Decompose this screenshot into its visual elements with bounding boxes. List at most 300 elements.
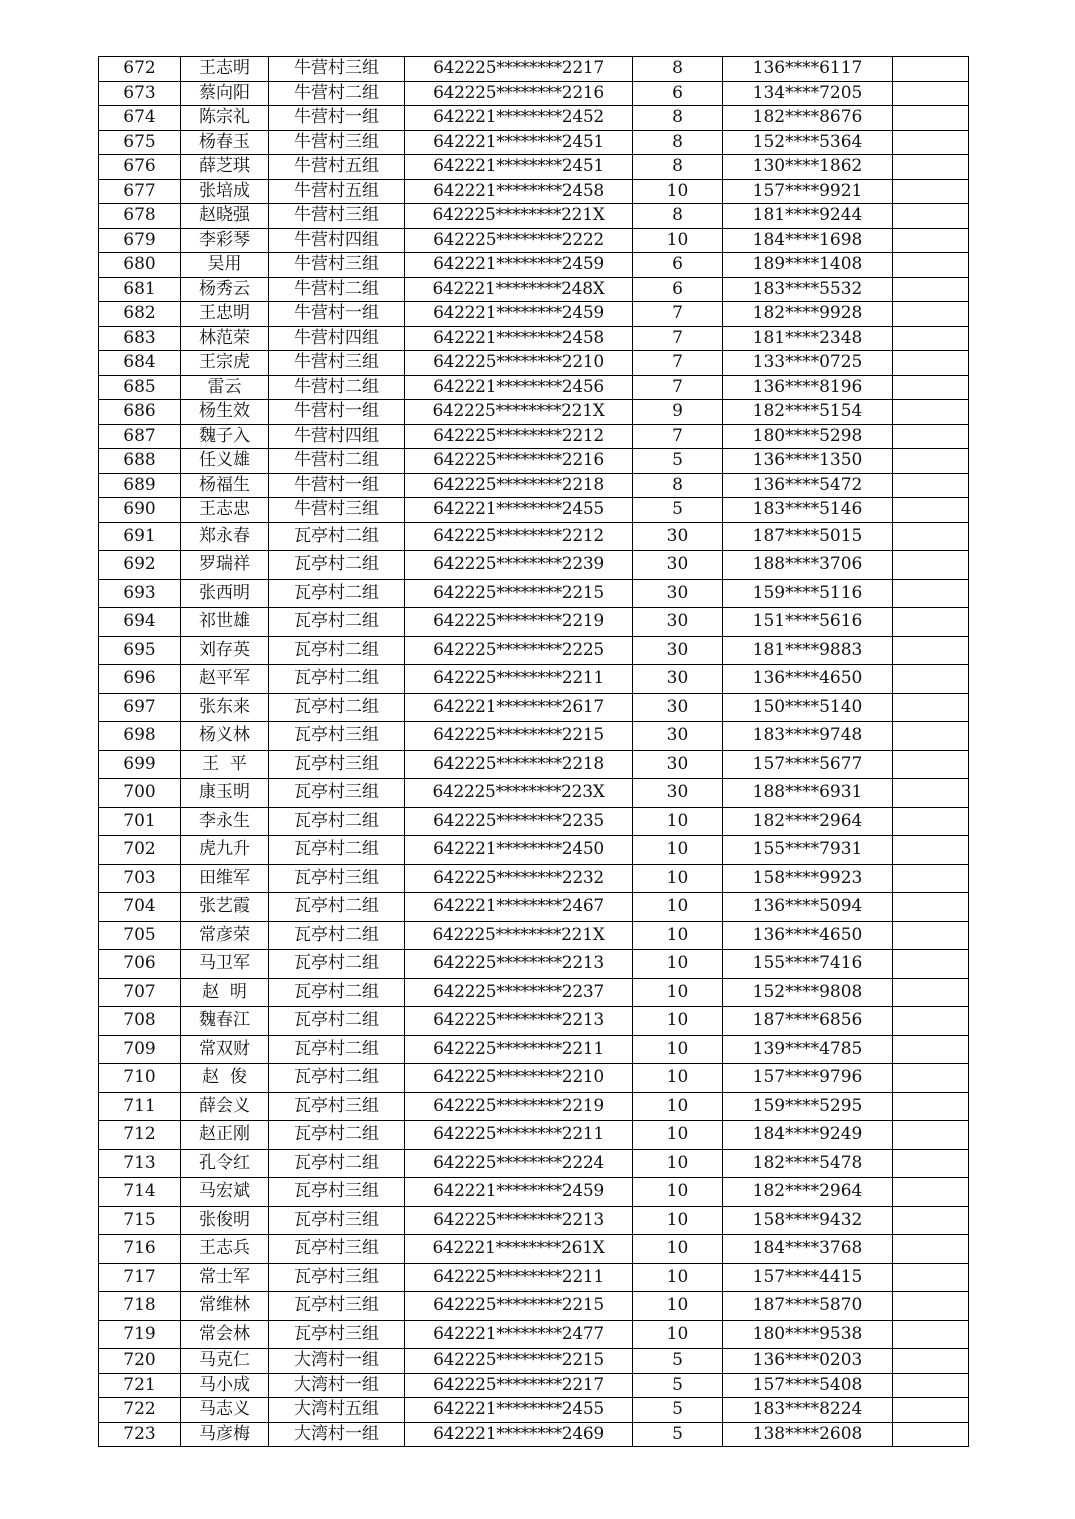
remarks-cell [893, 1206, 969, 1235]
table-row [99, 1092, 969, 1121]
village-group-cell: 大湾村一组 [269, 1422, 405, 1447]
village-group-cell: 瓦亭村二组 [269, 978, 405, 1007]
phone-number-cell: 184****3768 [723, 1235, 893, 1264]
village-group-cell: 瓦亭村三组 [269, 750, 405, 779]
person-name-cell: 任义雄 [181, 449, 269, 474]
person-name-cell: 王志忠 [181, 498, 269, 523]
phone-number-cell: 187****6856 [723, 1007, 893, 1036]
phone-number-cell: 136****8196 [723, 375, 893, 400]
person-name-cell: 薛会义 [181, 1092, 269, 1121]
row-number-cell: 707 [99, 978, 181, 1007]
village-group-cell: 牛营村二组 [269, 449, 405, 474]
person-name-cell: 杨生效 [181, 400, 269, 425]
phone-number-cell: 182****9928 [723, 302, 893, 327]
quantity-cell: 10 [633, 1206, 723, 1235]
table-row [99, 1373, 969, 1398]
row-number-cell: 687 [99, 424, 181, 449]
person-name-cell: 罗瑞祥 [181, 551, 269, 580]
remarks-cell [893, 1349, 969, 1374]
remarks-cell [893, 449, 969, 474]
person-name-cell: 薛芝琪 [181, 155, 269, 180]
phone-number-cell: 136****1350 [723, 449, 893, 474]
quantity-cell: 30 [633, 608, 723, 637]
id-number-cell: 642221********2617 [405, 693, 633, 722]
phone-number-cell: 182****5478 [723, 1149, 893, 1178]
village-group-cell: 瓦亭村二组 [269, 608, 405, 637]
quantity-cell: 5 [633, 1398, 723, 1423]
id-number-cell: 642225********2237 [405, 978, 633, 1007]
quantity-cell: 5 [633, 1373, 723, 1398]
id-number-cell: 642221********2477 [405, 1320, 633, 1349]
table-row [99, 57, 969, 82]
quantity-cell: 7 [633, 302, 723, 327]
person-name-cell: 吴用 [181, 253, 269, 278]
remarks-cell [893, 1035, 969, 1064]
phone-number-cell: 136****6117 [723, 57, 893, 82]
id-number-cell: 642225********2216 [405, 81, 633, 106]
phone-number-cell: 157****5408 [723, 1373, 893, 1398]
quantity-cell: 10 [633, 978, 723, 1007]
row-number-cell: 684 [99, 351, 181, 376]
person-name-cell: 王忠明 [181, 302, 269, 327]
table-row [99, 893, 969, 922]
quantity-cell: 10 [633, 1149, 723, 1178]
quantity-cell: 9 [633, 400, 723, 425]
table-row [99, 179, 969, 204]
table-row [99, 836, 969, 865]
remarks-cell [893, 1263, 969, 1292]
person-name-cell: 常彦荣 [181, 921, 269, 950]
table-row [99, 130, 969, 155]
remarks-cell [893, 1064, 969, 1093]
table-row [99, 1149, 969, 1178]
person-name-cell: 康玉明 [181, 779, 269, 808]
remarks-cell [893, 375, 969, 400]
quantity-cell: 10 [633, 1092, 723, 1121]
person-name-cell: 林范荣 [181, 326, 269, 351]
phone-number-cell: 183****9748 [723, 722, 893, 751]
row-number-cell: 715 [99, 1206, 181, 1235]
row-number-cell: 689 [99, 473, 181, 498]
table-row [99, 106, 969, 131]
row-number-cell: 701 [99, 807, 181, 836]
row-number-cell: 719 [99, 1320, 181, 1349]
person-name-cell: 孔令红 [181, 1149, 269, 1178]
row-number-cell: 688 [99, 449, 181, 474]
quantity-cell: 10 [633, 1235, 723, 1264]
table-row [99, 424, 969, 449]
roster-body [99, 57, 969, 1447]
table-row [99, 1292, 969, 1321]
row-number-cell: 677 [99, 179, 181, 204]
phone-number-cell: 136****5094 [723, 893, 893, 922]
phone-number-cell: 152****9808 [723, 978, 893, 1007]
quantity-cell: 30 [633, 722, 723, 751]
roster-table [98, 56, 969, 1447]
remarks-cell [893, 978, 969, 1007]
table-row [99, 864, 969, 893]
village-group-cell: 牛营村四组 [269, 424, 405, 449]
table-row [99, 551, 969, 580]
person-name-cell: 赵晓强 [181, 204, 269, 229]
row-number-cell: 695 [99, 636, 181, 665]
person-name-cell: 杨春玉 [181, 130, 269, 155]
person-name-cell: 蔡向阳 [181, 81, 269, 106]
quantity-cell: 8 [633, 204, 723, 229]
row-number-cell: 722 [99, 1398, 181, 1423]
quantity-cell: 7 [633, 424, 723, 449]
remarks-cell [893, 473, 969, 498]
person-name-cell: 杨福生 [181, 473, 269, 498]
village-group-cell: 瓦亭村三组 [269, 722, 405, 751]
remarks-cell [893, 807, 969, 836]
village-group-cell: 牛营村三组 [269, 130, 405, 155]
row-number-cell: 686 [99, 400, 181, 425]
table-row [99, 498, 969, 523]
phone-number-cell: 155****7416 [723, 950, 893, 979]
village-group-cell: 牛营村三组 [269, 253, 405, 278]
table-row [99, 608, 969, 637]
person-name-cell: 魏春江 [181, 1007, 269, 1036]
row-number-cell: 697 [99, 693, 181, 722]
id-number-cell: 642225********2224 [405, 1149, 633, 1178]
person-name-cell: 常会林 [181, 1320, 269, 1349]
id-number-cell: 642221********2455 [405, 1398, 633, 1423]
phone-number-cell: 152****5364 [723, 130, 893, 155]
phone-number-cell: 130****1862 [723, 155, 893, 180]
person-name-cell: 常维林 [181, 1292, 269, 1321]
village-group-cell: 牛营村五组 [269, 179, 405, 204]
row-number-cell: 672 [99, 57, 181, 82]
remarks-cell [893, 1422, 969, 1447]
remarks-cell [893, 750, 969, 779]
id-number-cell: 642225********2212 [405, 424, 633, 449]
id-number-cell: 642225********2219 [405, 1092, 633, 1121]
remarks-cell [893, 1235, 969, 1264]
village-group-cell: 瓦亭村二组 [269, 950, 405, 979]
person-name-cell: 常士军 [181, 1263, 269, 1292]
village-group-cell: 牛营村四组 [269, 326, 405, 351]
id-number-cell: 642225********2239 [405, 551, 633, 580]
phone-number-cell: 182****2964 [723, 1178, 893, 1207]
remarks-cell [893, 921, 969, 950]
id-number-cell: 642225********2232 [405, 864, 633, 893]
person-name-cell: 王宗虎 [181, 351, 269, 376]
table-row [99, 1422, 969, 1447]
village-group-cell: 瓦亭村二组 [269, 551, 405, 580]
table-row [99, 155, 969, 180]
id-number-cell: 642221********2458 [405, 179, 633, 204]
phone-number-cell: 157****5677 [723, 750, 893, 779]
remarks-cell [893, 400, 969, 425]
village-group-cell: 瓦亭村三组 [269, 1206, 405, 1235]
row-number-cell: 685 [99, 375, 181, 400]
row-number-cell: 692 [99, 551, 181, 580]
remarks-cell [893, 228, 969, 253]
table-row [99, 921, 969, 950]
remarks-cell [893, 836, 969, 865]
id-number-cell: 642225********2216 [405, 449, 633, 474]
table-row [99, 1206, 969, 1235]
table-row [99, 1398, 969, 1423]
quantity-cell: 10 [633, 1007, 723, 1036]
id-number-cell: 642221********2459 [405, 1178, 633, 1207]
village-group-cell: 瓦亭村三组 [269, 1092, 405, 1121]
table-row [99, 722, 969, 751]
person-name-cell: 杨秀云 [181, 277, 269, 302]
id-number-cell: 642225********2219 [405, 608, 633, 637]
person-name-cell: 赵正刚 [181, 1121, 269, 1150]
row-number-cell: 680 [99, 253, 181, 278]
village-group-cell: 瓦亭村三组 [269, 779, 405, 808]
row-number-cell: 704 [99, 893, 181, 922]
id-number-cell: 642225********2211 [405, 1035, 633, 1064]
id-number-cell: 642225********2211 [405, 665, 633, 694]
quantity-cell: 7 [633, 351, 723, 376]
village-group-cell: 瓦亭村三组 [269, 1263, 405, 1292]
row-number-cell: 717 [99, 1263, 181, 1292]
person-name-cell: 王志兵 [181, 1235, 269, 1264]
row-number-cell: 678 [99, 204, 181, 229]
phone-number-cell: 157****9921 [723, 179, 893, 204]
id-number-cell: 642225********2215 [405, 722, 633, 751]
row-number-cell: 718 [99, 1292, 181, 1321]
village-group-cell: 牛营村一组 [269, 473, 405, 498]
village-group-cell: 大湾村一组 [269, 1373, 405, 1398]
phone-number-cell: 150****5140 [723, 693, 893, 722]
remarks-cell [893, 1178, 969, 1207]
remarks-cell [893, 636, 969, 665]
phone-number-cell: 182****2964 [723, 807, 893, 836]
person-name-cell: 马宏斌 [181, 1178, 269, 1207]
person-name-cell: 魏子入 [181, 424, 269, 449]
table-row [99, 375, 969, 400]
row-number-cell: 723 [99, 1422, 181, 1447]
id-number-cell: 642221********2459 [405, 253, 633, 278]
village-group-cell: 瓦亭村二组 [269, 1007, 405, 1036]
remarks-cell [893, 130, 969, 155]
id-number-cell: 642225********2210 [405, 1064, 633, 1093]
remarks-cell [893, 155, 969, 180]
village-group-cell: 牛营村二组 [269, 375, 405, 400]
quantity-cell: 6 [633, 253, 723, 278]
person-name-cell: 王 平 [181, 750, 269, 779]
table-row [99, 807, 969, 836]
person-name-cell: 郑永春 [181, 522, 269, 551]
person-name-cell: 张西明 [181, 579, 269, 608]
table-row [99, 204, 969, 229]
quantity-cell: 5 [633, 449, 723, 474]
id-number-cell: 642225********2222 [405, 228, 633, 253]
remarks-cell [893, 498, 969, 523]
person-name-cell: 李永生 [181, 807, 269, 836]
quantity-cell: 6 [633, 277, 723, 302]
phone-number-cell: 187****5870 [723, 1292, 893, 1321]
id-number-cell: 642225********2235 [405, 807, 633, 836]
phone-number-cell: 136****4650 [723, 921, 893, 950]
row-number-cell: 706 [99, 950, 181, 979]
village-group-cell: 牛营村三组 [269, 498, 405, 523]
village-group-cell: 瓦亭村二组 [269, 1035, 405, 1064]
remarks-cell [893, 1373, 969, 1398]
id-number-cell: 642221********2458 [405, 326, 633, 351]
row-number-cell: 698 [99, 722, 181, 751]
village-group-cell: 瓦亭村二组 [269, 579, 405, 608]
person-name-cell: 常双财 [181, 1035, 269, 1064]
phone-number-cell: 182****5154 [723, 400, 893, 425]
table-row [99, 1349, 969, 1374]
person-name-cell: 赵 俊 [181, 1064, 269, 1093]
row-number-cell: 703 [99, 864, 181, 893]
quantity-cell: 30 [633, 665, 723, 694]
quantity-cell: 10 [633, 807, 723, 836]
table-row [99, 779, 969, 808]
table-row [99, 750, 969, 779]
quantity-cell: 30 [633, 779, 723, 808]
phone-number-cell: 180****9538 [723, 1320, 893, 1349]
table-row [99, 277, 969, 302]
phone-number-cell: 158****9432 [723, 1206, 893, 1235]
phone-number-cell: 157****4415 [723, 1263, 893, 1292]
village-group-cell: 瓦亭村二组 [269, 522, 405, 551]
id-number-cell: 642225********2215 [405, 1292, 633, 1321]
quantity-cell: 10 [633, 179, 723, 204]
table-row [99, 473, 969, 498]
person-name-cell: 马克仁 [181, 1349, 269, 1374]
village-group-cell: 大湾村一组 [269, 1349, 405, 1374]
row-number-cell: 702 [99, 836, 181, 865]
table-row [99, 950, 969, 979]
table-row [99, 1121, 969, 1150]
id-number-cell: 642225********2211 [405, 1121, 633, 1150]
remarks-cell [893, 693, 969, 722]
person-name-cell: 张东来 [181, 693, 269, 722]
table-row [99, 1035, 969, 1064]
row-number-cell: 709 [99, 1035, 181, 1064]
table-row [99, 302, 969, 327]
phone-number-cell: 159****5116 [723, 579, 893, 608]
village-group-cell: 牛营村二组 [269, 277, 405, 302]
row-number-cell: 683 [99, 326, 181, 351]
id-number-cell: 642221********248X [405, 277, 633, 302]
table-row [99, 400, 969, 425]
quantity-cell: 10 [633, 836, 723, 865]
person-name-cell: 陈宗礼 [181, 106, 269, 131]
id-number-cell: 642221********2469 [405, 1422, 633, 1447]
quantity-cell: 10 [633, 1035, 723, 1064]
phone-number-cell: 136****4650 [723, 665, 893, 694]
village-group-cell: 牛营村一组 [269, 400, 405, 425]
village-group-cell: 瓦亭村三组 [269, 1292, 405, 1321]
quantity-cell: 10 [633, 228, 723, 253]
id-number-cell: 642225********2217 [405, 57, 633, 82]
table-row [99, 1007, 969, 1036]
village-group-cell: 大湾村五组 [269, 1398, 405, 1423]
quantity-cell: 8 [633, 473, 723, 498]
remarks-cell [893, 950, 969, 979]
row-number-cell: 674 [99, 106, 181, 131]
table-row [99, 522, 969, 551]
row-number-cell: 699 [99, 750, 181, 779]
remarks-cell [893, 81, 969, 106]
phone-number-cell: 158****9923 [723, 864, 893, 893]
id-number-cell: 642221********2456 [405, 375, 633, 400]
id-number-cell: 642225********2218 [405, 750, 633, 779]
table-row [99, 1178, 969, 1207]
id-number-cell: 642221********2459 [405, 302, 633, 327]
person-name-cell: 张俊明 [181, 1206, 269, 1235]
village-group-cell: 瓦亭村二组 [269, 836, 405, 865]
id-number-cell: 642225********223X [405, 779, 633, 808]
row-number-cell: 691 [99, 522, 181, 551]
person-name-cell: 马志义 [181, 1398, 269, 1423]
village-group-cell: 牛营村三组 [269, 57, 405, 82]
id-number-cell: 642225********2211 [405, 1263, 633, 1292]
id-number-cell: 642225********2225 [405, 636, 633, 665]
remarks-cell [893, 351, 969, 376]
quantity-cell: 5 [633, 498, 723, 523]
quantity-cell: 8 [633, 106, 723, 131]
phone-number-cell: 183****5146 [723, 498, 893, 523]
phone-number-cell: 182****8676 [723, 106, 893, 131]
phone-number-cell: 157****9796 [723, 1064, 893, 1093]
quantity-cell: 30 [633, 636, 723, 665]
phone-number-cell: 180****5298 [723, 424, 893, 449]
table-row [99, 636, 969, 665]
village-group-cell: 瓦亭村二组 [269, 1064, 405, 1093]
remarks-cell [893, 1007, 969, 1036]
quantity-cell: 10 [633, 1320, 723, 1349]
quantity-cell: 7 [633, 326, 723, 351]
remarks-cell [893, 326, 969, 351]
village-group-cell: 瓦亭村三组 [269, 1320, 405, 1349]
phone-number-cell: 181****9244 [723, 204, 893, 229]
remarks-cell [893, 665, 969, 694]
table-row [99, 1235, 969, 1264]
person-name-cell: 马彦梅 [181, 1422, 269, 1447]
row-number-cell: 693 [99, 579, 181, 608]
village-group-cell: 瓦亭村二组 [269, 1121, 405, 1150]
id-number-cell: 642225********221X [405, 921, 633, 950]
person-name-cell: 赵 明 [181, 978, 269, 1007]
phone-number-cell: 151****5616 [723, 608, 893, 637]
village-group-cell: 牛营村二组 [269, 81, 405, 106]
quantity-cell: 6 [633, 81, 723, 106]
person-name-cell: 马小成 [181, 1373, 269, 1398]
village-group-cell: 牛营村一组 [269, 302, 405, 327]
quantity-cell: 5 [633, 1422, 723, 1447]
phone-number-cell: 155****7931 [723, 836, 893, 865]
row-number-cell: 712 [99, 1121, 181, 1150]
person-name-cell: 田维军 [181, 864, 269, 893]
remarks-cell [893, 204, 969, 229]
id-number-cell: 642225********2210 [405, 351, 633, 376]
quantity-cell: 30 [633, 551, 723, 580]
remarks-cell [893, 779, 969, 808]
person-name-cell: 张艺霞 [181, 893, 269, 922]
person-name-cell: 王志明 [181, 57, 269, 82]
table-row [99, 351, 969, 376]
village-group-cell: 瓦亭村三组 [269, 1235, 405, 1264]
table-row [99, 579, 969, 608]
village-group-cell: 瓦亭村三组 [269, 1178, 405, 1207]
remarks-cell [893, 1398, 969, 1423]
row-number-cell: 681 [99, 277, 181, 302]
phone-number-cell: 159****5295 [723, 1092, 893, 1121]
phone-number-cell: 133****0725 [723, 351, 893, 376]
remarks-cell [893, 1292, 969, 1321]
quantity-cell: 7 [633, 375, 723, 400]
